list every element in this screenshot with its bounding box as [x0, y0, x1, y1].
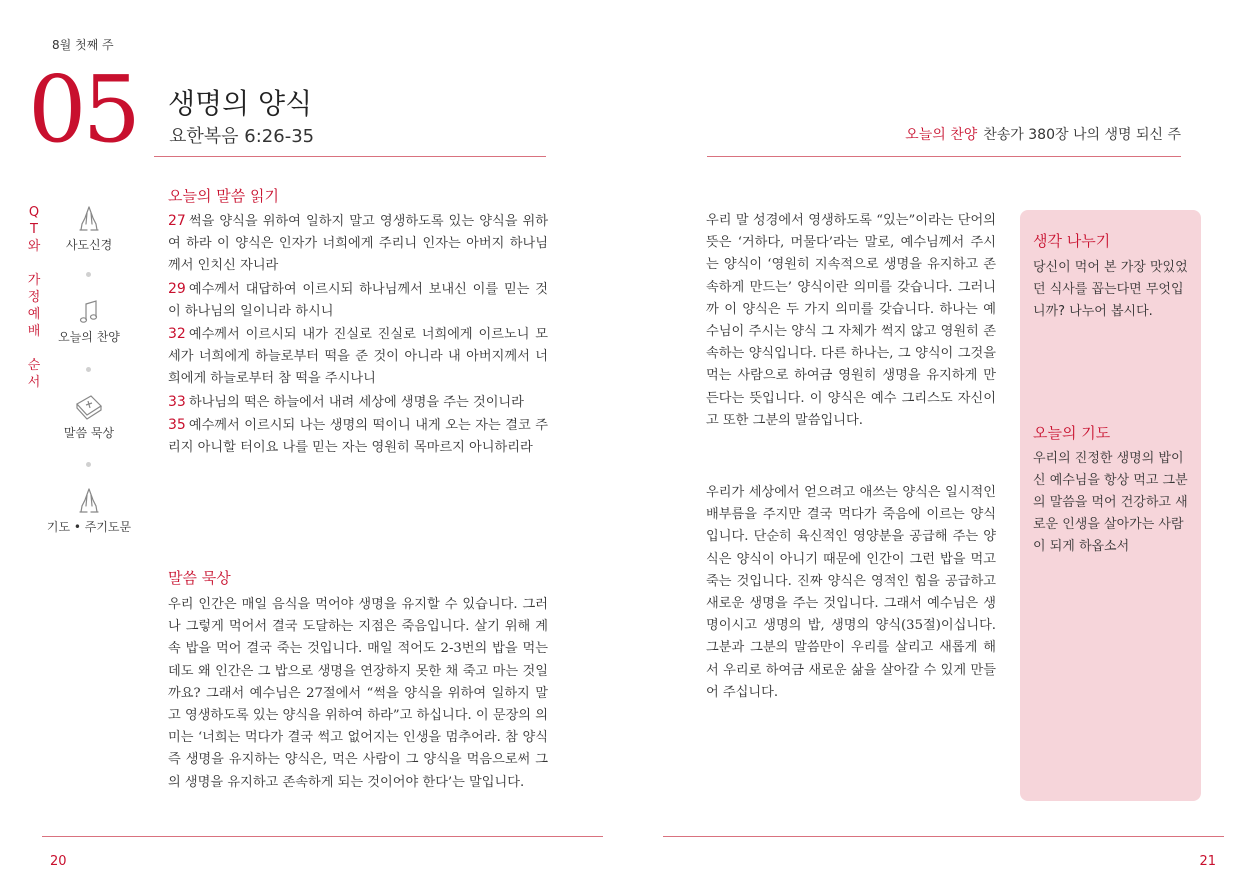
verse-text: 예수께서 대답하여 이르시되 하나님께서 보내신 이를 믿는 것이 하나님의 일이니라 하시니 [168, 281, 548, 319]
commentary-paragraph-2 [706, 482, 996, 704]
meditation-heading: 말씀 묵상 [168, 569, 231, 587]
vertical-char: 예 [27, 307, 41, 322]
footer-divider-left [42, 836, 603, 837]
verse-list [168, 210, 548, 459]
commentary-text: 우리가 세상에서 얻으려고 애쓰는 양식은 일시적인 배부름을 주지만 결국 먹다가 죽음에 이르는 양식입니다. 단순히 육신적인 영양분을 공급해 주는 양식은 양식이 아니기 때문에 인간이 그런 밥을 먹고 죽는 것입니다. 진짜 양식은 영적인 힘을 공급하고 새로운 생명을 주는 것입니다. 그래서 예수님은 생명이시고 생명의 밥, 생명의 양식(35절)이십니다. 그분과 그분의 말씀만이 우리를 살리고 새롭게 해서 우리로 하여금 새로운 삶을 살아갈 수 있게 만들어 주십니다. [706, 485, 996, 700]
verse [168, 210, 548, 278]
meditation-body [168, 594, 548, 794]
verse-text: 예수께서 이르시되 나는 생명의 떡이니 내게 오는 자는 결코 주리지 아니할 터이요 나를 믿는 자는 영원히 목마르지 아니하리라 [168, 417, 548, 456]
vertical-char: T [30, 222, 38, 237]
hymn-text: 찬송가 380장 나의 생명 되신 주 [983, 127, 1181, 143]
vertical-char: 와 [27, 239, 41, 254]
page-number-left: 20 [50, 854, 67, 869]
vertical-char: 가 [27, 273, 41, 288]
step-label: 사도신경 [65, 238, 113, 252]
vertical-char: 배 [27, 324, 41, 339]
step-label: 기도 • 주기도문 [46, 520, 132, 534]
step-separator [86, 462, 91, 467]
verse [168, 323, 548, 391]
step-separator [86, 272, 91, 277]
vertical-gap [26, 255, 42, 272]
vertical-char: 서 [27, 375, 41, 390]
header-divider-left [154, 156, 546, 157]
verse-number: 27 [168, 213, 186, 229]
scripture-reference: 요한복음 6:26-35 [169, 126, 315, 147]
prayer-heading: 오늘의 기도 [1033, 424, 1111, 442]
footer-divider-right [663, 836, 1224, 837]
vertical-char: 정 [27, 290, 41, 305]
verse-text: 하나님의 떡은 하늘에서 내려 세상에 생명을 주는 것이니라 [188, 394, 524, 410]
verse [168, 414, 548, 459]
bible-icon [73, 392, 105, 422]
vertical-char: 순 [27, 358, 41, 373]
step-word-meditation [44, 392, 134, 441]
step-label: 오늘의 찬양 [58, 330, 120, 344]
verse [168, 391, 548, 414]
commentary-paragraph-1 [706, 210, 996, 432]
prayer-text: 우리의 진정한 생명의 밥이신 예수님을 항상 먹고 그분의 말씀을 먹어 건강하고 새로운 인생을 살아가는 사람이 되게 하옵소서 [1033, 451, 1188, 554]
verse-number: 35 [168, 416, 186, 433]
music-note-icon [74, 298, 104, 326]
verse-text: 예수께서 이르시되 내가 진실로 진실로 너희에게 이르노니 모세가 너희에게 하늘로부터 떡을 준 것이 아니라 내 아버지께서 너희에게 하늘로부터 참 떡을 주시나니 [168, 327, 548, 387]
header-divider-right [707, 156, 1181, 157]
verse-number: 29 [168, 280, 186, 297]
reading-heading: 오늘의 말씀 읽기 [168, 187, 279, 205]
meditation-text: 우리 인간은 매일 음식을 먹어야 생명을 유지할 수 있습니다. 그러나 그렇게 먹어서 결국 도달하는 지점은 죽음입니다. 살기 위해 계속 밥을 먹어 결국 죽는 것입니다. 매일 적어도 2-3번의 밥을 먹는데도 왜 인간은 그 밥으로 생명을 연장하지 못한 채 죽고 마는 것일까요? 그래서 예수님은 27절에서 “썩을 양식을 위하여 일하지 말고 영생하도록 있는 양식을 위하여 하라”고 하십니다. 이 문장의 의미는 ‘너희는 먹다가 결국 썩고 없어지는 인생을 멈추어라. 참 양식 즉 생명을 유지하는 양식은, 먹은 사람이 그 양식을 먹음으로써 그의 생명을 유지하고 존속하게 되는 것이어야 한다’는 말입니다. [168, 597, 548, 790]
praying-hands-icon [74, 204, 104, 234]
page-number-right: 21 [1199, 854, 1216, 869]
day-number: 05 [28, 56, 138, 163]
commentary-text: 우리 말 성경에서 영생하도록 “있는”이라는 단어의 뜻은 ‘거하다, 머물다’라는 말로, 예수님께서 주시는 양식이 ‘영원히 지속적으로 생명을 유지하고 존속하게 만드는’ 양식이란 의미를 갖습니다. 그러니까 이 양식은 두 가지 의미를 갖습니다. 하나는 예수님이 주시는 양식 그 자체가 썩지 않고 영원히 존속하는 양식입니다. 다른 하나는, 그 양식이 그것을 먹는 사람으로 하여금 영원히 생명을 유지하게 만든다는 뜻입니다. 이 양식은 예수 그리스도 자신이고 또한 그분의 말씀입니다. [706, 213, 996, 428]
praying-hands-icon [74, 486, 104, 516]
sharing-heading: 생각 나누기 [1033, 232, 1111, 250]
vertical-gap [26, 340, 42, 357]
todays-hymn [905, 124, 1181, 144]
vertical-caption [26, 204, 42, 391]
vertical-char: Q [28, 205, 40, 220]
page-title: 생명의 양식 [168, 87, 313, 120]
week-label: 8월 첫째 주 [52, 38, 114, 52]
step-prayer [44, 486, 134, 535]
verse [168, 278, 548, 323]
verse-number: 32 [168, 326, 186, 343]
step-separator [86, 367, 91, 372]
sharing-text: 당신이 먹어 본 가장 맛있었던 식사를 꼽는다면 무엇입니까? 나누어 봅시다. [1033, 260, 1188, 319]
hymn-label: 오늘의 찬양 [905, 127, 978, 143]
verse-number: 33 [168, 393, 186, 410]
step-todays-hymn [44, 298, 134, 345]
step-label: 말씀 묵상 [63, 426, 115, 440]
verse-text: 썩을 양식을 위하여 일하지 말고 영생하도록 있는 양식을 위하여 하라 이 양식은 인자가 너희에게 주리니 인자는 아버지 하나님께서 인치신 자니라 [168, 214, 548, 274]
step-apostles-creed [44, 204, 134, 253]
